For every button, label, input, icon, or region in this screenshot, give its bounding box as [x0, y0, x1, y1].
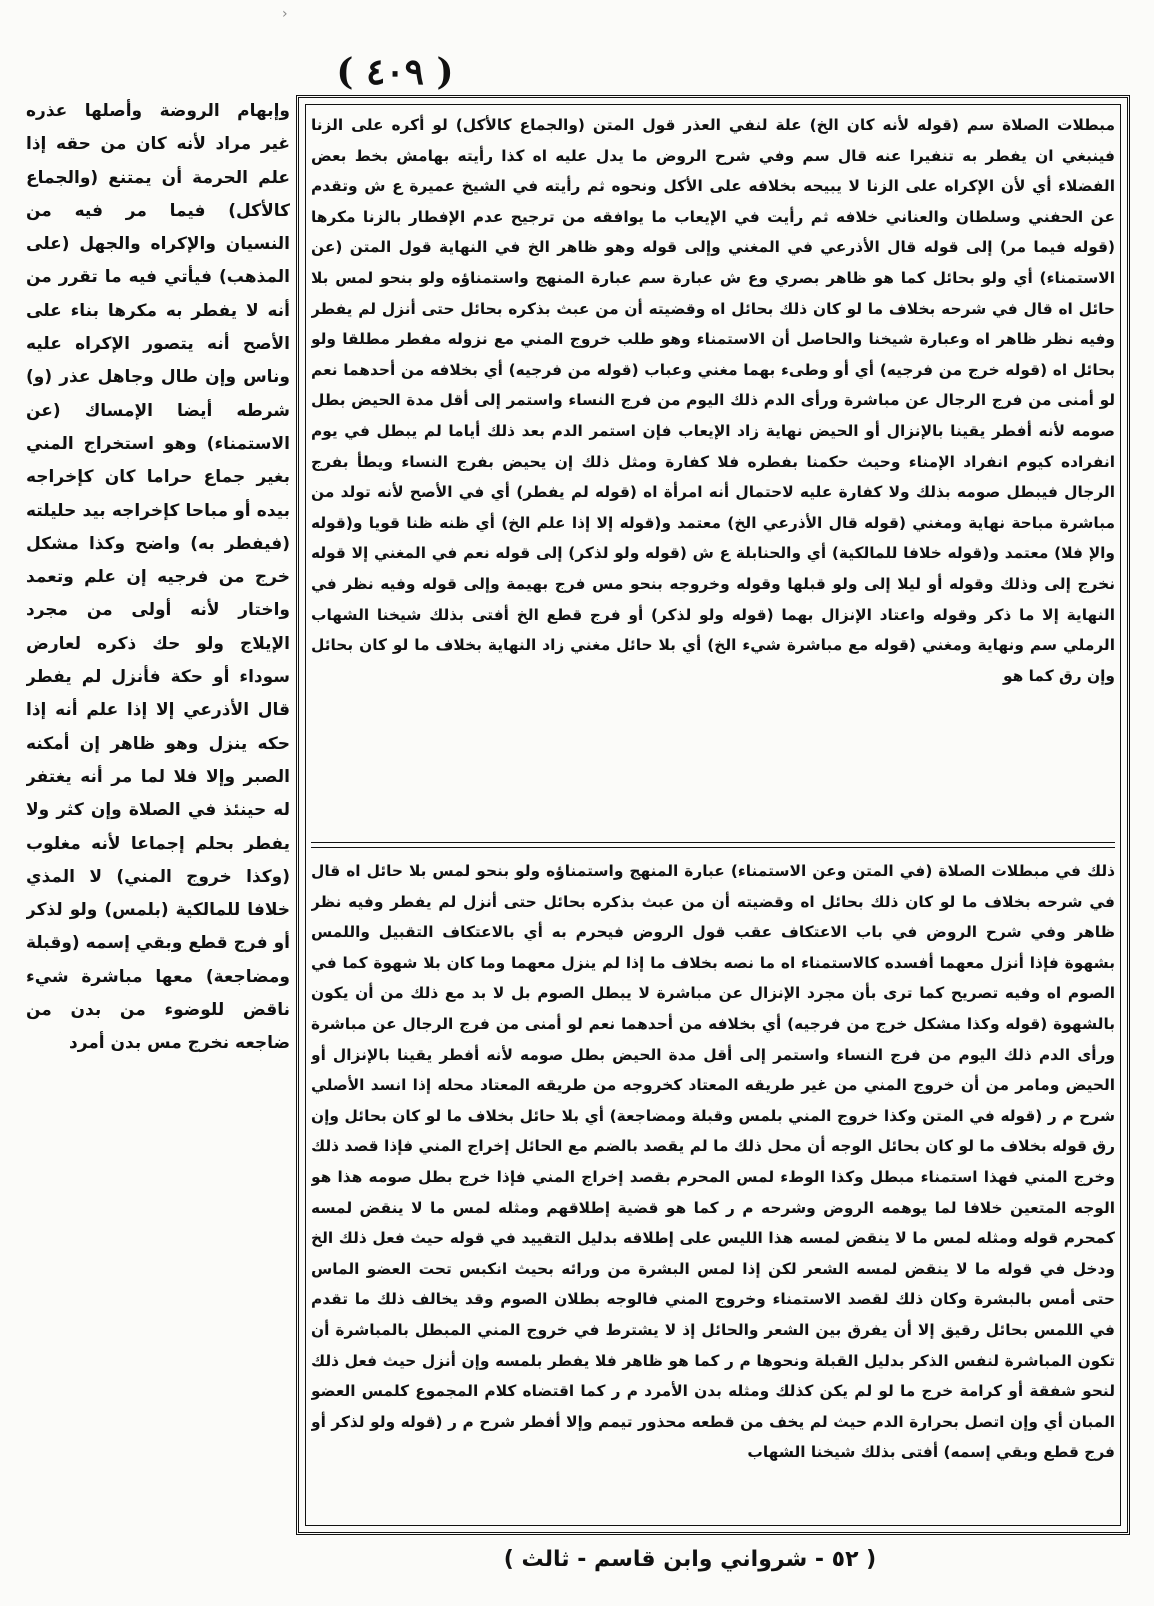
section-divider	[311, 842, 1115, 848]
margin-mark: ›	[282, 6, 288, 22]
page-footer: ( ٥٢ - شرواني وابن قاسم - ثالث )	[503, 1547, 877, 1572]
side-paragraph: وإبهام الروضة وأصلها عذره غير مراد لأنه كان من حقه إذا علم الحرمة أن يمتنع (والجماع كالأكل) فيما مر فيه من النسيان والإكراه والجهل (على المذهب) فيأتي فيه ما تقرر من أنه لا يفطر به مكرها بناء على الأصح أنه يتصور الإكراه عليه وناس وإن طال وجاهل عذر (و) شرطه أيضا الإمساك (عن الاستمناء) وهو استخراج المني بغير جماع حراما كان كإخراجه بيده أو مباحا كإخراجه بيد حليلته (فيفطر به) واضح وكذا مشكل خرج من فرجيه إن علم وتعمد واختار لأنه أولى من مجرد الإيلاج ولو حك ذكره لعارض سوداء أو حكة فأنزل لم يفطر قال الأذرعي إلا إذا علم أنه إذا حكه ينزل وهو ظاهر إن أمكنه الصبر وإلا فلا لما مر أنه يغتفر له حينئذ في الصلاة وإن كثر ولا يفطر بحلم إجماعا لأنه مغلوب (وكذا خروج المني) لا المذي خلافا للمالكية (بلمس) ولو لذكر أو فرج قطع وبقي إسمه (وقبلة ومضاجعة) معها مباشرة شيء ناقض للوضوء من بدن من ضاجعه نخرج مس بدن أمرد	[26, 101, 290, 1054]
commentary-paragraph: ذلك في مبطلات الصلاة (في المتن وعن الاستمناء) عبارة المنهج واستمناؤه ولو بنحو لمس بلا حائل اه قال في شرحه بخلاف ما لو كان ذلك بحائل اه وقضيته أن من عبث بذكره بحائل حتى أنزل لم يفطر وفيه نظر ظاهر وفي شرح الروض في باب الاعتكاف عقب قول الروض فيحرم به أي بالاعتكاف التقبيل واللمس بشهوة فإذا أنزل معهما أفسده كالاستمناء اه ما نصه بخلاف ما إذا لم ينزل معهما وما كان بلا شهوة كما في الصوم اه وفيه تصريح كما ترى بأن مجرد الإنزال عن مباشرة لا يبطل الصوم بل لا بد مع ذلك من أن يكون بالشهوة (قوله وكذا مشكل خرج من فرجيه) أي بخلافه من أحدهما نعم لو أمنى من فرج الرجال عن مباشرة ورأى الدم ذلك اليوم من فرج النساء واستمر إلى أقل مدة الحيض بطل صومه لأنه أفطر يقينا بالإنزال أو الحيض ومامر من أن خروج المني من غير طريقه المعتاد كخروجه من طريقه المعتاد محله إذا انسد الأصلي شرح م ر (قوله في المتن وكذا خروج المني بلمس وقبلة ومضاجعة) أي بلا حائل بخلاف ما لو كان بحائل وإن رق قوله بخلاف ما لو كان بحائل الوجه أن محل ذلك ما لم يقصد بالضم مع الحائل إخراج المني فإذا قصد ذلك وخرج المني فهذا استمناء مبطل وكذا الوطء لمس المحرم بقصد إخراج المني فإذا خرج بطل صومه هذا هو الوجه المتعين خلافا لما يوهمه الروض وشرحه م ر كما هو قضية إطلاقهم ومثله لمس ما لا ينقض لمسه كمحرم قوله ومثله لمس ما لا ينقض لمسه هذا الليس على إطلاقه بدليل التقييد في قوله حيث فعل ذلك الخ ودخل في قوله ما لا ينقض لمسه الشعر لكن إذا لمس البشرة من ورائه بحيث انكبس تحت العضو الماس حتى أمس بالبشرة وكان ذلك لقصد الاستمناء وخروج المني فالوجه بطلان الصوم وقد يخالف ذلك ما تقدم في اللمس بحائل رقيق إلا أن يفرق بين الشعر والحائل إذ لا يشترط في خروج المني المبطل بالمباشرة أن تكون المباشرة لنفس الذكر بدليل القبلة ونحوها م ر كما هو ظاهر فلا يفطر بلمسه وإن أنزل حيث فعل ذلك لنحو شفقة أو كرامة خرج ما لو لم يكن كذلك ومثله بدن الأمرد م ر كما اقتضاه كلام المجموع كلمس العضو المبان أي وإن اتصل بحرارة الدم حيث لم يخف من قطعه محذور تيمم وإلا أفطر شرح م ر (قوله ولو لذكر أو فرج قطع وبقي إسمه) أفتى بذلك شيخنا الشهاب	[311, 862, 1115, 1462]
main-frame	[296, 95, 1130, 1535]
page-number: ( ٤٠٩ )	[336, 51, 454, 93]
commentary-text-block	[311, 856, 1115, 1496]
side-text-column	[26, 95, 290, 1535]
main-paragraph: مبطلات الصلاة سم (قوله لأنه كان الخ) علة لنفي العذر قول المتن (والجماع كالأكل) لو أكره على الزنا فينبغي ان يفطر به تنفيرا عنه قال سم وفي شرح الروض ما يدل عليه اه كذا رأيته بهامش بخط بعض الفضلاء أي لأن الإكراه على الزنا لا يبيحه بخلافه على الأكل ونحوه ثم رأيته في الشيخ عميرة ع ش وتقدم عن الحفني وسلطان والعناني خلافه ثم رأيت في الإيعاب ما يوافقه من ترجيح عدم الإفطار بالزنا مكرها (قوله فيما مر) إلى قوله قال الأذرعي في المغني وإلى قوله وهو ظاهر الخ في النهاية قول المتن (عن الاستمناء) أي ولو بحائل كما هو ظاهر بصري وع ش عبارة سم عبارة المنهج واستمناؤه ولو بنحو لمس بلا حائل اه قال في شرحه بخلاف ما لو كان ذلك بحائل اه وقضيته أن من عبث بذكره بحائل حتى أنزل لم يفطر وفيه نظر ظاهر اه وعبارة شيخنا والحاصل أن الاستمناء وهو طلب خروج المني مع نزوله مفطر مطلقا ولو بحائل اه (قوله خرج من فرجيه) أي أو وطىء بهما مغني وعباب (قوله من فرجيه) أي بخلافه من أحدهما نعم لو أمنى من فرج الرجال عن مباشرة ورأى الدم ذلك اليوم من فرج النساء واستمر إلى أقل مدة الحيض بطل صومه لأنه أفطر يقينا بالإنزال أو الحيض نهاية زاد الإيعاب فإن استمر الدم بعد ذلك أياما لم يبطل في يوم انفراده كيوم انفراد الإمناء وحيث حكمنا بفطره فلا كفارة ومثل ذلك إن يحيض بفرج النساء ويطأ بفرج الرجال فيبطل صومه بذلك ولا كفارة عليه لاحتمال أنه امرأة اه (قوله لم يفطر) أي في الأصح لأنه تولد من مباشرة مباحة نهاية ومغني (قوله قال الأذرعي الخ) معتمد و(قوله إلا إذا علم الخ) أي ظنه ظنا قويا و(قوله والإ فلا) معتمد و(قوله خلافا للمالكية) أي والحنابلة ع ش (قوله ولو لذكر) إلى قوله نعم في المغني إلا قوله نخرج إلى وذلك وقوله أو ليلا إلى ولو قبلها وقوله وخروجه بنحو مس فرج بهيمة وإلى قوله وفيه نظر في النهاية إلا ما ذكر وقوله واعتاد الإنزال بهما (قوله ولو لذكر) أو فرج قطع الخ أفتى بذلك شيخنا الشهاب الرملي سم ونهاية ومغني (قوله مع مباشرة شيء الخ) أي بلا حائل مغني زاد النهاية بخلاف ما لو كان بحائل وإن رق كما هو	[311, 116, 1115, 685]
main-text-block	[311, 110, 1115, 836]
